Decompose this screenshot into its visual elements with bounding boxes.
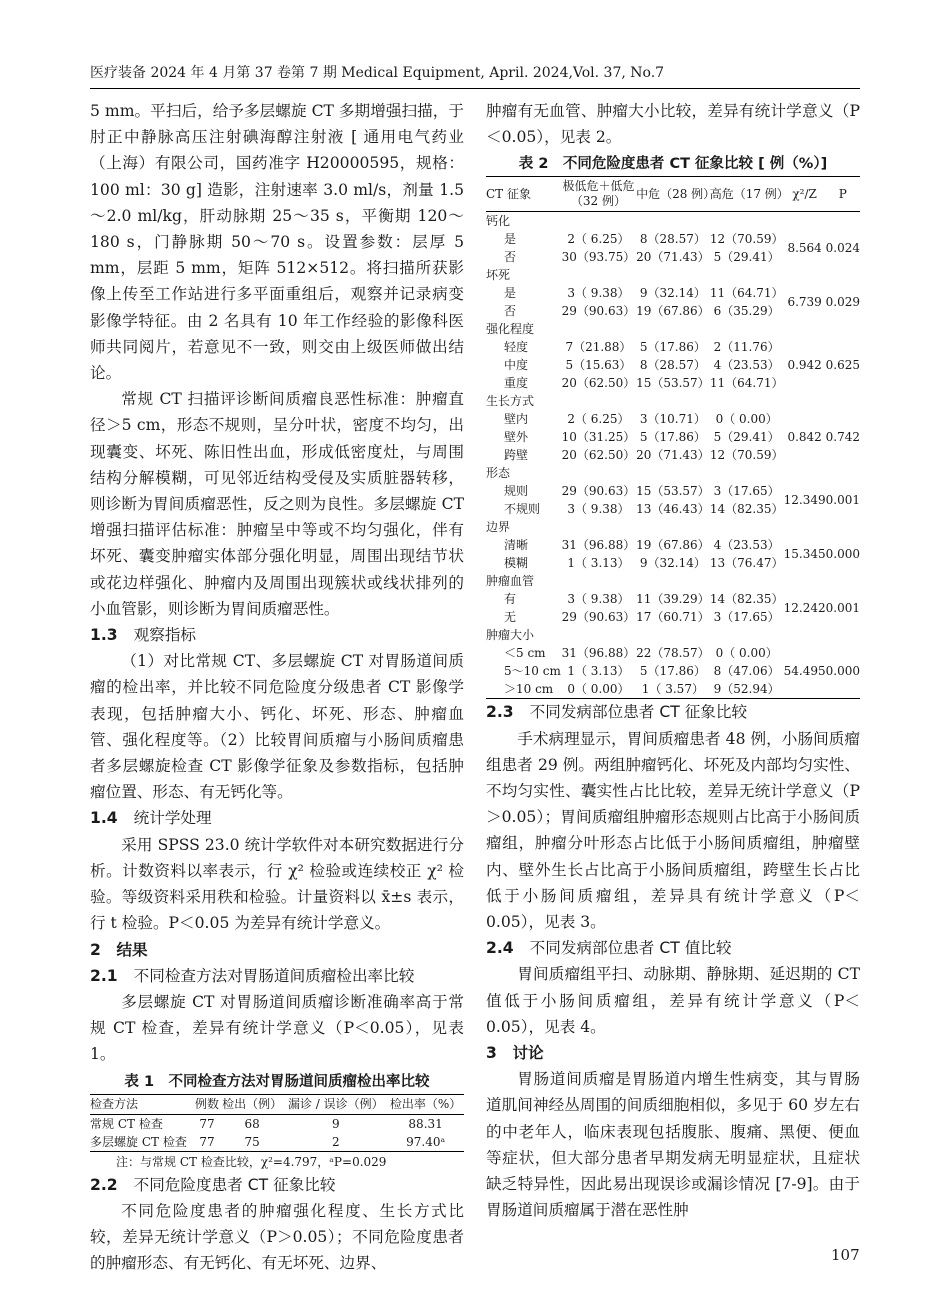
table2-p-value: 0.000 (825, 664, 860, 679)
table2-group-label: 肿瘤大小 (486, 628, 535, 643)
table-cell: 22（78.57） (636, 646, 710, 661)
table-cell: 是 (504, 232, 517, 247)
table2-p-value: 0.024 (825, 241, 860, 256)
section-heading-2-2 (90, 1172, 464, 1198)
table2-group-label: 边界 (486, 520, 511, 535)
table-cell: 8（28.57） (639, 358, 706, 373)
table2 (486, 176, 860, 699)
table-cell: 常规 CT 检查 (90, 1116, 163, 1131)
table2-group-label: 钙化 (486, 214, 511, 229)
table-cell: 68 (244, 1116, 260, 1131)
table2-p-value: 0.001 (825, 601, 860, 616)
table2-stat: 6.739 (787, 295, 822, 310)
table-cell: 4（23.53） (713, 538, 780, 553)
table2-group-row (486, 572, 860, 590)
table-cell: 壁内 (504, 412, 529, 427)
table-cell: 0（ 0.00） (715, 412, 778, 427)
table-cell: 1（ 3.13） (567, 556, 630, 571)
table-cell: 7（21.88） (565, 340, 632, 355)
table2-stat: 54.495 (783, 664, 826, 679)
table-cell: 9（52.94） (713, 682, 780, 697)
table2-stat: 0.942 (787, 358, 822, 373)
table2-group-row (486, 464, 860, 482)
section-title: 不同检查方法对胃肠道间质瘤检出率比较 (133, 966, 415, 985)
table-cell: 1（ 3.13） (567, 664, 630, 679)
table-cell: 17（60.71） (636, 610, 710, 625)
table-cell: 2 (331, 1134, 340, 1149)
header-rule (90, 88, 860, 89)
table-cell: 有 (504, 592, 517, 607)
table-cell: 2（ 6.25） (567, 232, 630, 247)
table2-p-value: 0.029 (825, 295, 860, 310)
table2-header: 高危（17 例） (709, 186, 789, 201)
running-header: 医疗装备 2024 年 4 月第 37 卷第 7 期 Medical Equipment, April. 2024,Vol. 37, No.7 (90, 65, 665, 81)
table-cell: 20（71.43） (636, 448, 710, 463)
table1-header: 检出（例） (222, 1096, 283, 1111)
table-cell: 29（90.63） (561, 610, 636, 625)
table2-stat: 12.349 (783, 493, 826, 508)
table-cell: ＜5 cm (504, 646, 546, 661)
table-cell: 5～10 cm (504, 664, 561, 679)
section-title: 观察指标 (133, 626, 197, 645)
table2-group-row (486, 518, 860, 536)
table2-caption: 表 2 不同危险度患者 CT 征象比较 [ 例（%）] (518, 156, 828, 173)
table-cell: 15（53.57） (636, 376, 710, 391)
table-cell: 5（29.41） (713, 250, 780, 265)
table-cell: 0（ 0.00） (715, 646, 778, 661)
table2-group-row (486, 212, 860, 231)
table2-stat: 0.842 (787, 430, 822, 445)
table2-header: χ²/Z (792, 186, 817, 201)
table2-group-label: 强化程度 (486, 322, 535, 337)
section-title: 统计学处理 (133, 809, 212, 828)
table1-header: 漏诊 / 误诊（例） (287, 1096, 384, 1111)
table-cell: 20（62.50） (561, 448, 636, 463)
table-cell: 31（96.88） (561, 646, 636, 661)
table2-group-row (486, 392, 860, 410)
table-cell: ＞10 cm (504, 682, 554, 697)
paragraph: 不同危险度患者的肿瘤强化程度、生长方式比较，差异无统计学意义（P＞0.05）；不同危险度患者的肿瘤形态、有无钙化、有无坏死、边界、 (90, 1201, 464, 1273)
table-cell: 11（64.71） (709, 286, 784, 301)
table2-group-row (486, 626, 860, 644)
table-cell: 9（32.14） (639, 556, 706, 571)
table-cell: 11（39.29） (636, 592, 710, 607)
table2-group-label: 形态 (486, 466, 511, 481)
table-cell: 88.31 (408, 1116, 443, 1131)
table-cell: 3（ 9.38） (567, 286, 630, 301)
table-cell: 75 (244, 1134, 260, 1149)
paragraph: 手术病理显示，胃间质瘤患者 48 例，小肠间质瘤组患者 29 例。两组肿瘤钙化、坏死及内部均匀实性、不均匀实性、囊实性占比比较，差异无统计学意义（P＞0.05）；胃间质瘤组肿瘤形态规则占比高于小肠间质瘤组，肿瘤分叶形态占比低于小肠间质瘤组，肿瘤壁内、壁外生长占比高于小肠间质瘤组，跨壁生长占比低于小肠间质瘤组，差异具有统计学意义（P＜0.05），见表 3。 (486, 729, 860, 932)
table-row (90, 1133, 464, 1152)
table-cell: 1（ 3.57） (641, 682, 704, 697)
table-cell: 5（17.86） (639, 340, 706, 355)
section-number: 1.4 (90, 809, 118, 828)
table-cell: 8（28.57） (639, 232, 706, 247)
table-cell: 模糊 (504, 556, 529, 571)
table-cell: 10（31.25） (561, 430, 636, 445)
table-cell: 壁外 (504, 430, 529, 445)
section-number: 2.4 (486, 939, 514, 958)
table2-body (486, 212, 860, 699)
section-heading-3: 3 讨论 (486, 1044, 544, 1063)
table2-group-row (486, 320, 860, 338)
table-cell: 19（67.86） (636, 304, 710, 319)
paragraph: 5 mm。平扫后，给予多层螺旋 CT 多期增强扫描，于肘正中静脉高压注射碘海醇注射液 [ 通用电气药业（上海）有限公司，国药准字 H20000595，规格：100 ml：30 g] 造影，注射速率 3.0 ml/s，剂量 1.5～2.0 ml/kg，肝动脉期 25～35 s，平衡期 120～180 s，门静脉期 50～70 s。设置参数：层厚 5 mm，层距 5 mm，矩阵 512×512。将扫描所获影像上传至工作站进行多平面重组后，观察并记录病变影像学特征。由 2 名具有 10 年工作经验的影像科医师共同阅片，若意见不一致，则交由上级医师做出结论。 (90, 102, 464, 383)
paragraph: 常规 CT 扫描评诊断间质瘤良恶性标准：肿瘤直径＞5 cm，形态不规则，呈分叶状，密度不均匀，出现囊变、坏死、陈旧性出血，形成低密度灶，与周围结构分解模糊，可见邻近结构受侵及实质脏器转移，则诊断为胃间质瘤恶性，反之则为良性。多层螺旋 CT 增强扫描评估标准：肿瘤呈中等或不均匀强化，伴有坏死、囊变肿瘤实体部分强化明显，周围出现结节状或花边样强化、肿瘤内及周围出现簇状或线状排列的小血管影，则诊断为胃间质瘤恶性。 (90, 390, 464, 618)
table2-stat: 8.564 (787, 241, 822, 256)
table1-header: 检查方法 (90, 1096, 139, 1111)
table1-note: 注：与常规 CT 检查比较，χ²=4.797，ᵃP=0.029 (116, 1154, 387, 1169)
table-cell: 77 (199, 1116, 215, 1131)
table-cell: 15（53.57） (636, 484, 710, 499)
table-cell: 20（62.50） (561, 376, 636, 391)
table2-p-value: 0.625 (825, 358, 860, 373)
table-cell: 9（32.14） (639, 286, 706, 301)
table2-group-label: 生长方式 (486, 394, 535, 409)
table1-header: 例数 (194, 1096, 219, 1111)
table2-group-label: 坏死 (486, 268, 511, 283)
table-cell: 4（23.53） (713, 358, 780, 373)
table-cell: 3（10.71） (639, 412, 706, 427)
right-column (486, 98, 860, 1223)
page-number: 107 (831, 1246, 860, 1264)
table1 (90, 1094, 464, 1152)
table-cell: 多层螺旋 CT 检查 (90, 1134, 187, 1149)
paragraph: 多层螺旋 CT 对胃肠道间质瘤诊断准确率高于常规 CT 检查，差异有统计学意义（P＜0.05），见表 1。 (90, 992, 464, 1064)
table-cell: 无 (504, 610, 517, 625)
section-heading-2-4 (486, 935, 860, 961)
table1-header: 检出率（%） (389, 1096, 462, 1111)
table2-p-value: 0.000 (825, 547, 860, 562)
table-cell: 77 (199, 1134, 215, 1149)
table2-stat: 12.242 (783, 601, 826, 616)
section-title: 不同发病部位患者 CT 征象比较 (529, 703, 748, 722)
table-cell: 31（96.88） (561, 538, 636, 553)
table2-header: 极低危＋低危（32 例） (562, 179, 635, 209)
table-cell: 20（71.43） (636, 250, 710, 265)
table-cell: 13（46.43） (636, 502, 710, 517)
table-cell: 规则 (504, 484, 529, 499)
section-heading-1-3 (90, 622, 464, 648)
table2-p-value: 0.001 (825, 493, 860, 508)
table-cell: 12（70.59） (709, 448, 784, 463)
table-cell: 5（15.63） (565, 358, 632, 373)
paragraph: （1）对比常规 CT、多层螺旋 CT 对胃肠道间质瘤的检出率，并比较不同危险度分级患者 CT 影像学表现，包括肿瘤大小、钙化、坏死、形态、肿瘤血管、强化程度等。（2）比较胃间质瘤与小肠间质瘤患者多层螺旋检查 CT 影像学征象及参数指标，包括肿瘤位置、形态、有无钙化等。 (90, 652, 464, 802)
table-cell: 3（17.65） (713, 610, 780, 625)
table-cell: 6（35.29） (713, 304, 780, 319)
table2-stat: 15.345 (783, 547, 826, 562)
table-cell: 3（ 9.38） (567, 592, 630, 607)
table-cell: 3（ 9.38） (567, 502, 630, 517)
table-cell: 5（17.86） (639, 664, 706, 679)
section-heading-2-1 (90, 963, 464, 989)
table-cell: 8（47.06） (713, 664, 780, 679)
section-number: 2.3 (486, 703, 514, 722)
table-cell: 否 (504, 250, 517, 265)
table-cell: 9 (331, 1116, 340, 1131)
table-cell: 19（67.86） (636, 538, 710, 553)
table-cell: 重度 (504, 376, 529, 391)
table-cell: 5（29.41） (713, 430, 780, 445)
table2-header: 中危（28 例） (636, 186, 716, 201)
table-cell: 否 (504, 304, 517, 319)
section-number: 2.2 (90, 1175, 118, 1194)
paragraph: 胃间质瘤组平扫、动脉期、静脉期、延迟期的 CT 值低于小肠间质瘤组，差异有统计学意义（P＜0.05），见表 4。 (486, 965, 860, 1036)
table2-group-label: 肿瘤血管 (486, 574, 535, 589)
paragraph: 肿瘤有无血管、肿瘤大小比较，差异有统计学意义（P＜0.05），见表 2。 (486, 102, 860, 147)
table2-header: P (838, 186, 847, 201)
section-number: 1.3 (90, 626, 118, 645)
table2-p-value: 0.742 (825, 430, 860, 445)
table-cell: 3（17.65） (713, 484, 780, 499)
section-heading-2: 2 结果 (90, 940, 148, 959)
table-cell: 2（11.76） (713, 340, 780, 355)
section-heading-1-4 (90, 805, 464, 831)
section-heading-2-3 (486, 699, 860, 725)
table-cell: 轻度 (504, 340, 529, 355)
table-cell: 中度 (504, 358, 529, 373)
table-cell: 2（ 6.25） (567, 412, 630, 427)
table-cell: 29（90.63） (561, 484, 636, 499)
table-cell: 30（93.75） (561, 250, 636, 265)
table-cell: 0（ 0.00） (567, 682, 630, 697)
table-cell: 不规则 (504, 502, 541, 517)
paragraph: 胃肠道间质瘤是胃肠道内增生性病变，其与胃肠道肌间神经丛周围的间质细胞相似，多见于 60 岁左右的中老年人，临床表现包括腹胀、腹痛、黑便、便血等症状，但大部分患者早期发病无明显症状，且症状缺乏特异性，因此易出现误诊或漏诊情况 [7-9]。由于胃肠道间质瘤属于潜在恶性肿 (486, 1070, 860, 1220)
table2-header: CT 征象 (486, 186, 532, 201)
table-cell: 是 (504, 286, 517, 301)
table-cell: 12（70.59） (709, 232, 784, 247)
table-cell: 97.40ᵃ (406, 1134, 446, 1149)
table-cell: 11（64.71） (709, 376, 784, 391)
table-cell: 5（17.86） (639, 430, 706, 445)
section-title: 不同发病部位患者 CT 值比较 (529, 939, 732, 958)
table-row (90, 1114, 464, 1133)
table-cell: 13（76.47） (709, 556, 784, 571)
table1-caption: 表 1 不同检查方法对胃肠道间质瘤检出率比较 (124, 1073, 430, 1090)
section-number: 2.1 (90, 966, 118, 985)
left-column (90, 98, 464, 1276)
section-title: 不同危险度患者 CT 征象比较 (133, 1175, 336, 1194)
table-cell: 14（82.35） (709, 502, 784, 517)
table2-group-row (486, 266, 860, 284)
table-cell: 14（82.35） (709, 592, 784, 607)
table-cell: 跨壁 (504, 448, 529, 463)
paragraph: 采用 SPSS 23.0 统计学软件对本研究数据进行分析。计数资料以率表示，行 χ² 检验或连续校正 χ² 检验。等级资料采用秩和检验。计量资料以 x̄±s 表示，行 t 检验。P＜0.05 为差异有统计学意义。 (90, 835, 464, 933)
table-cell: 29（90.63） (561, 304, 636, 319)
table-cell: 清晰 (504, 538, 529, 553)
